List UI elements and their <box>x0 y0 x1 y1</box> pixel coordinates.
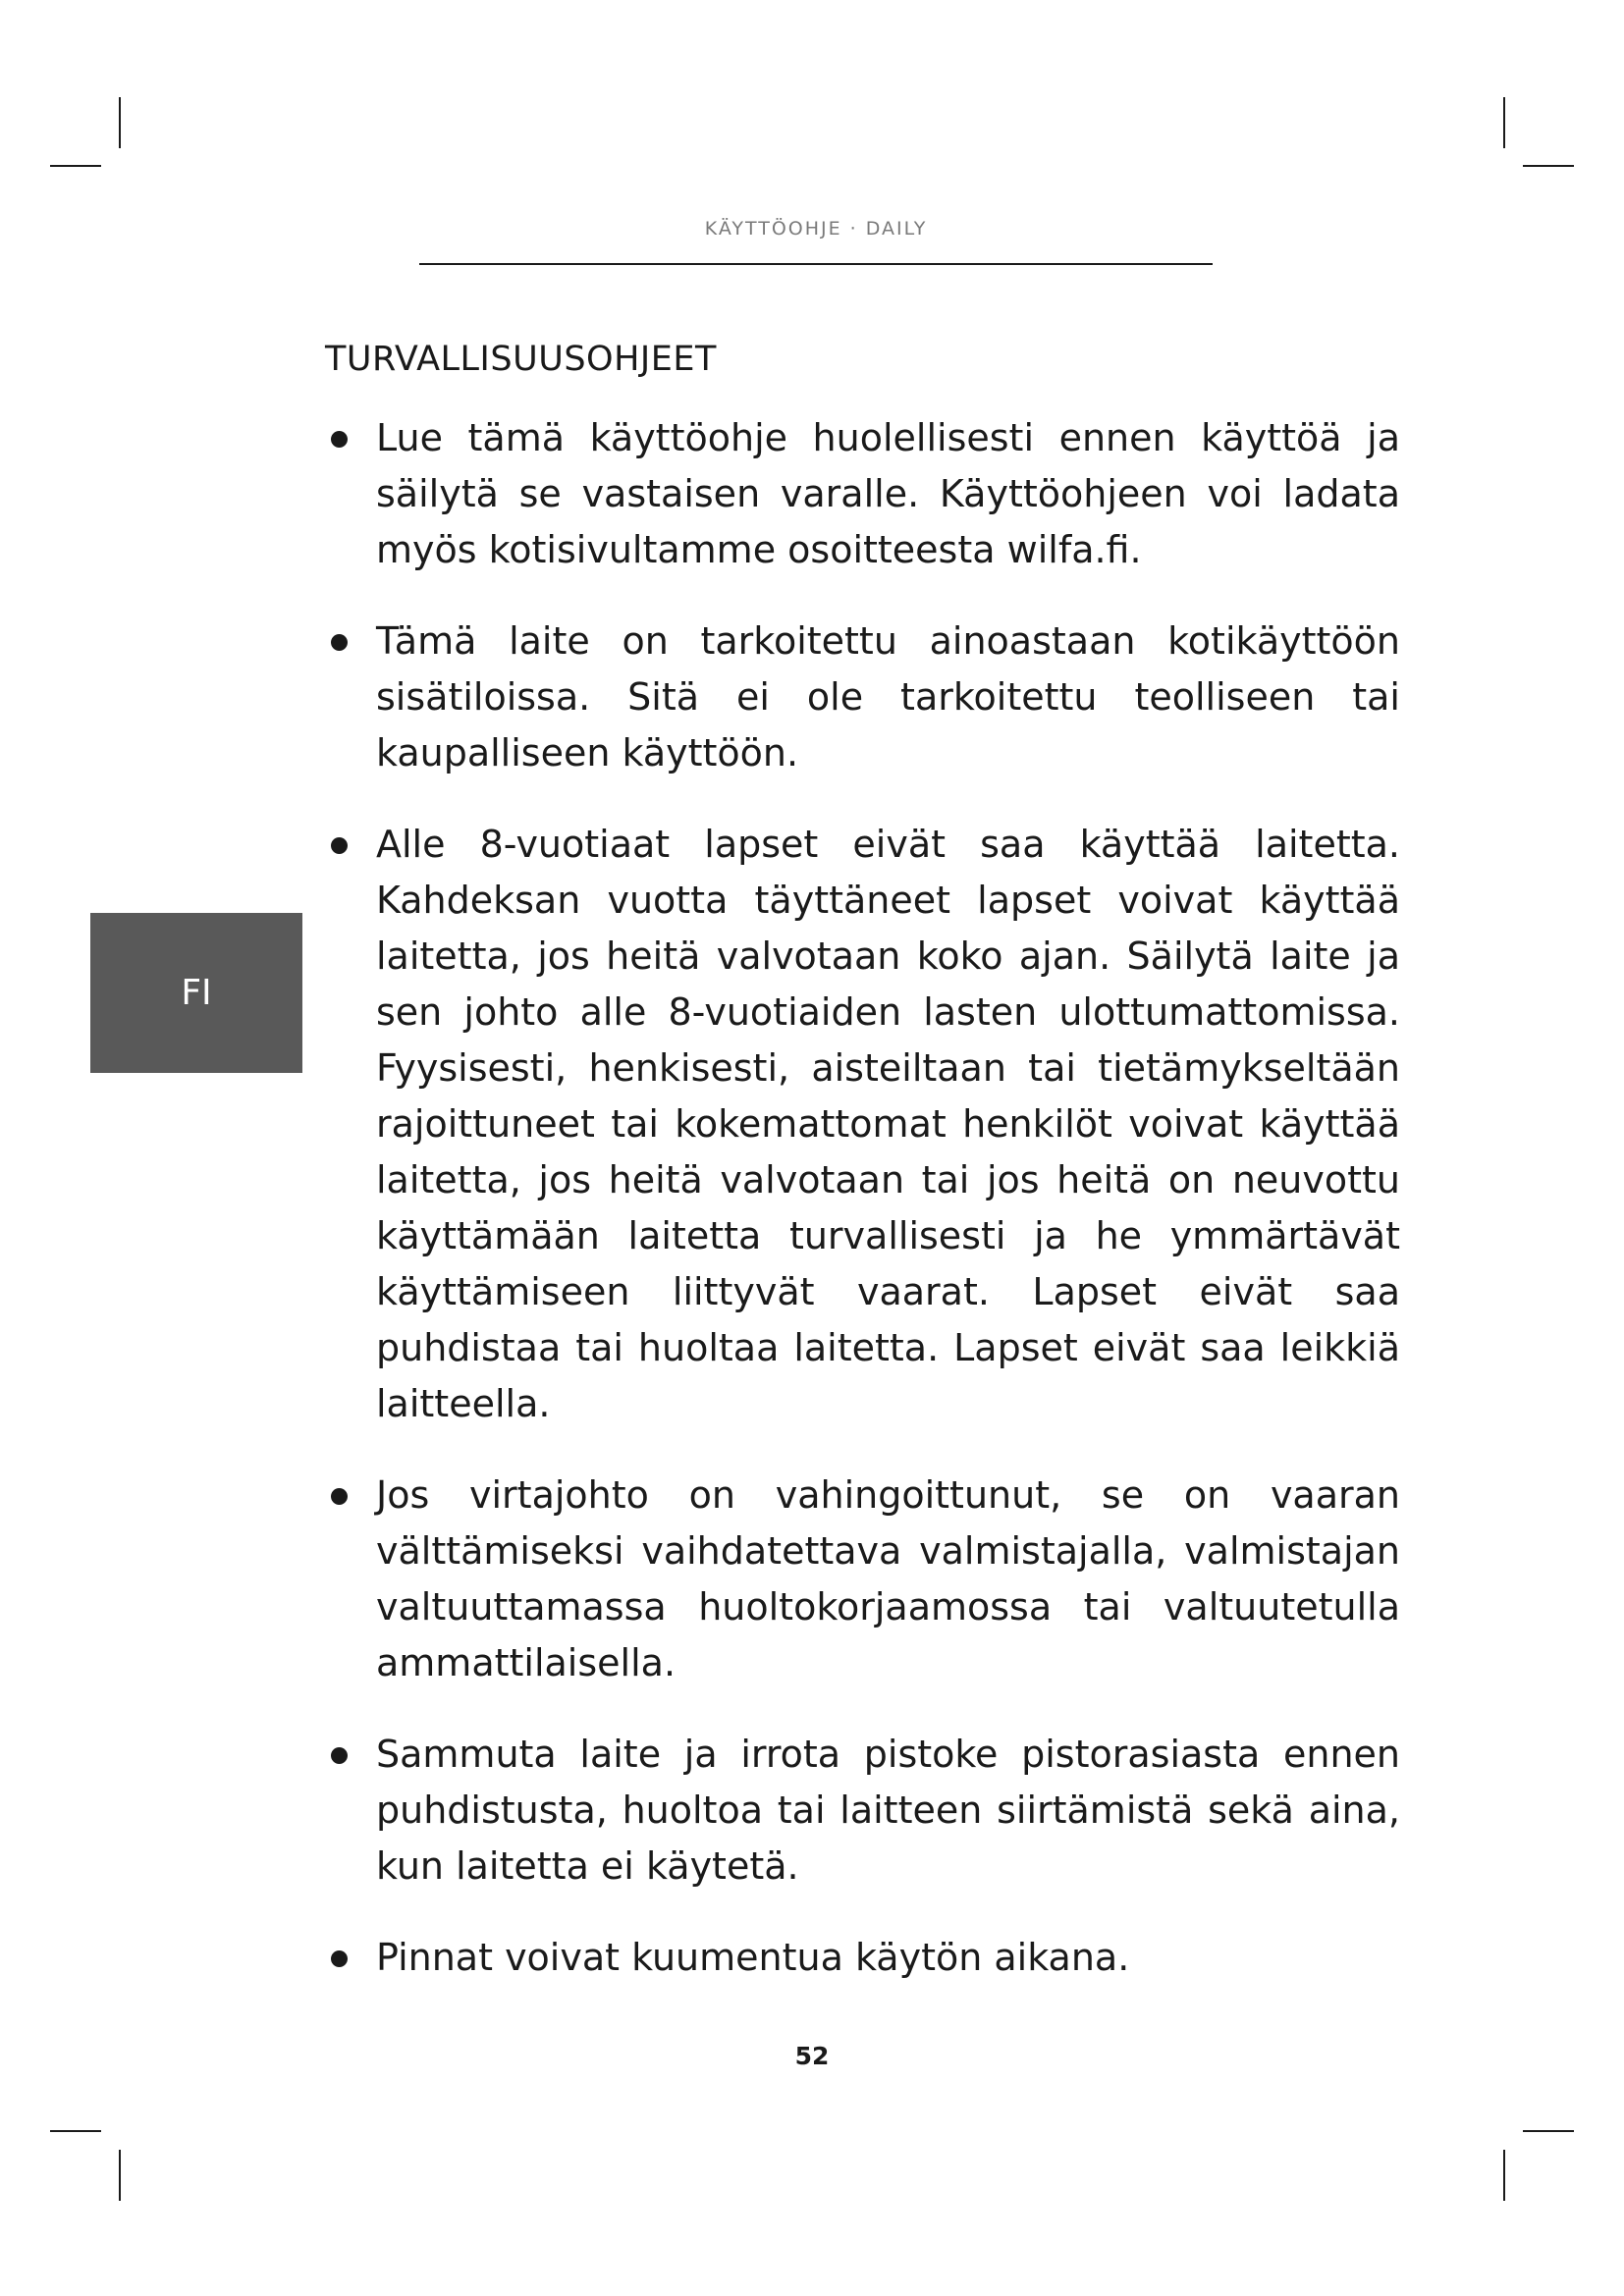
safety-instructions-list <box>325 410 1400 2021</box>
list-item <box>325 410 1400 578</box>
crop-mark-top-right-horizontal <box>1523 165 1574 167</box>
crop-mark-top-left-vertical <box>119 97 121 148</box>
list-item-text: Jos virtajohto on vahingoittunut, se on vaaran välttämiseksi vaihdatettava valmistajalla, valmistajan valtuuttamassa huoltokorjaamossa tai valtuutetulla ammattilaisella. <box>376 1473 1400 1684</box>
crop-mark-top-right-vertical <box>1503 97 1505 148</box>
list-item-text: Pinnat voivat kuumentua käytön aikana. <box>376 1936 1130 1979</box>
list-item <box>325 817 1400 1432</box>
bullet-icon <box>331 837 348 854</box>
header-divider <box>419 263 1213 265</box>
page-number: 52 <box>794 2042 830 2070</box>
bullet-icon <box>331 1950 348 1967</box>
crop-mark-bottom-left-horizontal <box>50 2130 101 2132</box>
crop-mark-bottom-left-vertical <box>119 2150 121 2201</box>
list-item <box>325 1727 1400 1895</box>
running-header: KÄYTTÖOHJE · DAILY <box>704 218 928 240</box>
bullet-icon <box>331 1747 348 1764</box>
language-tab-label: FI <box>181 973 212 1013</box>
bullet-icon <box>331 1488 348 1505</box>
list-item <box>325 614 1400 781</box>
crop-mark-bottom-right-vertical <box>1503 2150 1505 2201</box>
list-item-text: Sammuta laite ja irrota pistoke pistorasiasta ennen puhdistusta, huoltoa tai laitteen siirtämistä sekä aina, kun laitetta ei käytetä. <box>376 1733 1400 1888</box>
list-item <box>325 1468 1400 1691</box>
list-item <box>325 1930 1400 1986</box>
section-title: TURVALLISUUSOHJEET <box>325 340 717 379</box>
crop-mark-top-left-horizontal <box>50 165 101 167</box>
list-item-text: Tämä laite on tarkoitettu ainoastaan kotikäyttöön sisätiloissa. Sitä ei ole tarkoitettu teolliseen tai kaupalliseen käyttöön. <box>376 619 1400 774</box>
language-tab <box>90 913 302 1073</box>
bullet-icon <box>331 634 348 651</box>
list-item-text: Alle 8-vuotiaat lapset eivät saa käyttää laitetta. Kahdeksan vuotta täyttäneet lapset voivat käyttää laitetta, jos heitä valvotaan koko ajan. Säilytä laite ja sen johto alle 8-vuotiaiden lasten ulottumattomissa. Fyysisesti, henkisesti, aisteiltaan tai tietämykseltään rajoittuneet tai kokemattomat henkilöt voivat käyttää laitetta, jos heitä valvotaan tai jos heitä on neuvottu käyttämään laitetta turvallisesti ja he ymmärtävät käyttämiseen liittyvät vaarat. Lapset eivät saa puhdistaa tai huoltaa laitetta. Lapset eivät saa leikkiä laitteella. <box>376 823 1400 1425</box>
crop-mark-bottom-right-horizontal <box>1523 2130 1574 2132</box>
list-item-text: Lue tämä käyttöohje huolellisesti ennen käyttöä ja säilytä se vastaisen varalle. Käyttöohjeen voi ladata myös kotisivultamme osoitteesta wilfa.fi. <box>376 416 1400 571</box>
bullet-icon <box>331 431 348 448</box>
